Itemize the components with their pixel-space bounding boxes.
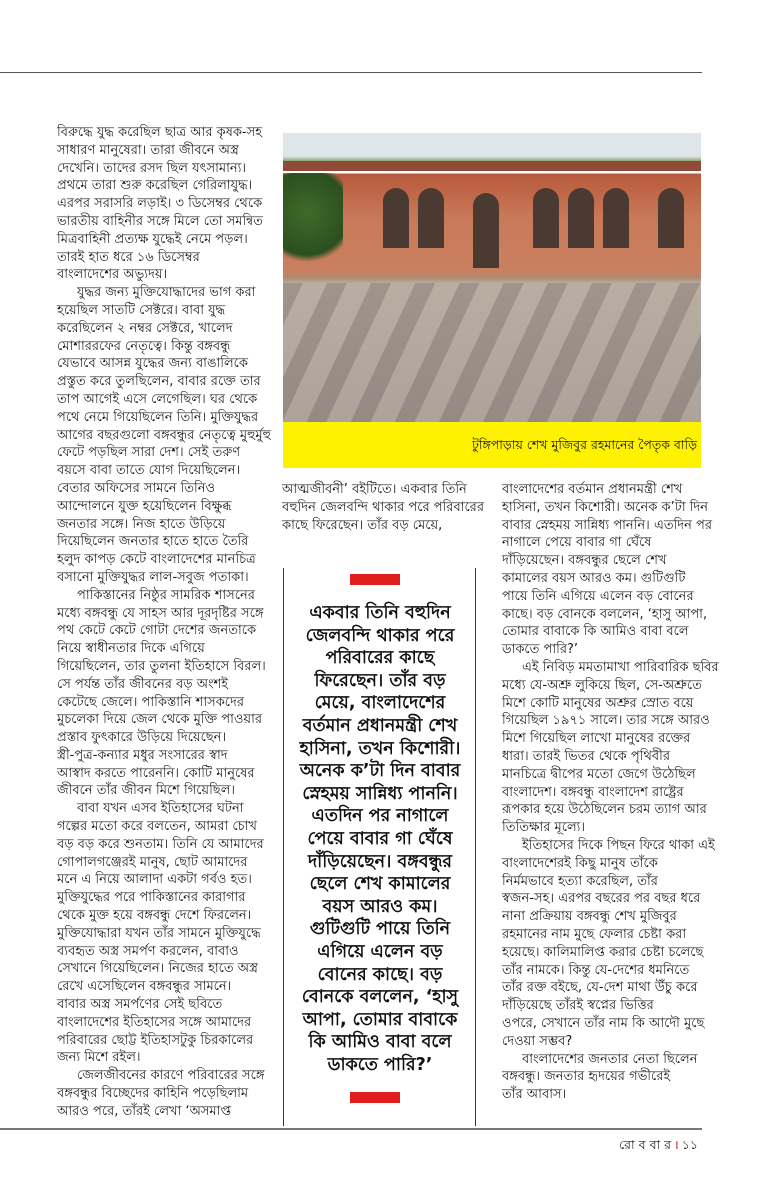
ancestral-house-photo [283, 133, 701, 422]
text-line: সেখানে গিয়েছিলেন। নিজের হাতে অস্ত্র [57, 961, 258, 977]
text-line: বাবার স্নেহময় সান্নিধ্য পাননি। এতদিন পর [502, 517, 712, 533]
pull-quote-line: জেলবন্দি থাকার পরে [305, 625, 455, 646]
text-line: বাংলাদেশের ইতিহাসের সঙ্গে আমাদের [57, 1014, 252, 1030]
text-line: নির্মমভাবে হত্যা করেছিল, তাঁর [502, 873, 658, 889]
pull-quote-line: বোনের কাছে। বড় [317, 964, 443, 985]
text-line: পাকিস্তানের নিষ্ঠুর সামরিক শাসনের [77, 587, 255, 603]
pull-quote [288, 602, 472, 1076]
pull-quote-line: বর্তমান প্রধানমন্ত্রী শেখ [302, 715, 458, 736]
text-line: হয়েছিল সাতটি সেক্টরে। বাবা যুদ্ধ [57, 302, 226, 318]
text-line: তাঁর রক্ত বইছে, যে-দেশ মাথা উঁচু করে [502, 980, 698, 996]
text-line: মানচিত্রে দ্বীপের মতো জেগে উঠেছিল [502, 766, 696, 782]
text-line: ওপরে, সেখানে তাঁর নাম কি আদৌ মুছে [502, 1015, 705, 1031]
text-line: বাংলাদেশ। বঙ্গবন্ধু বাংলাদেশ রাষ্ট্রের [502, 784, 684, 800]
text-line: জেলজীবনের কারণে পরিবারের সঙ্গে [77, 1068, 265, 1084]
text-line: কাছে। বড় বোনকে বললেন, ‘হাসু আপা, [502, 606, 708, 622]
footer-separator: । [674, 1137, 679, 1152]
article-column-3 [502, 481, 719, 1104]
text-line: জনতার সঙ্গে। নিজ হাতে উড়িয়ে [57, 516, 226, 532]
text-line: এরপর সরাসরি লড়াই। ৩ ডিসেম্বর থেকে [57, 196, 263, 212]
pull-quote-line: গুটিগুটি পায়ে তিনি [309, 919, 451, 940]
text-line: গোপালগঞ্জেরই মানুষ, ছোট আমাদের [57, 854, 248, 870]
text-line: তোমার বাবাকে কি আমিও বাবা বলে [502, 624, 689, 640]
pull-quote-line: এগিয়ে এলেন বড় [317, 941, 443, 962]
text-line: মিত্রবাহিনী প্রত্যক্ষ যুদ্ধেই নেমে পড়ল। [57, 231, 248, 247]
pull-quote-line: স্নেহময় সান্নিধ্য পাননি। [302, 783, 458, 804]
text-line: কামালের বয়স আরও কম। গুটিগুটি [502, 570, 686, 586]
text-line: কেটেছে জেলে। পাকিস্তানি শাসকদের [57, 694, 244, 710]
text-line: ইতিহাসের দিকে পিছন ফিরে থাকা এই [522, 837, 715, 853]
photo-arch [568, 188, 594, 248]
text-line: যুদ্ধর জন্য মুক্তিযোদ্ধাদের ভাগ করা [77, 285, 256, 301]
pull-quote-line: বয়স আরও কম। [322, 896, 438, 917]
photo-courtyard [283, 283, 701, 422]
text-line: মধ্যে যে-অশ্রু লুকিয়ে ছিল, সে-অশ্রুতে [502, 677, 702, 693]
text-line: বাবার অস্ত্র সমর্পণের সেই ছবিতে [57, 997, 223, 1013]
pull-quote-line: ছেলে শেখ কামালের [309, 874, 451, 895]
photo-arch [533, 188, 559, 248]
pull-quote-line: একবার তিনি বহুদিন [309, 603, 451, 623]
text-line: বঙ্গবন্ধুর বিচ্ছেদের কাহিনি পড়েছিলাম [57, 1086, 249, 1102]
text-line: ডাকতে পারি?’ [502, 642, 579, 658]
text-line: জীবনে তাঁর জীবন মিশে গিয়েছিল। [57, 783, 236, 799]
text-line: থেকে মুক্ত হয়ে বঙ্গবন্ধু দেশে ফিরলেন। [57, 908, 252, 924]
text-line: সাধারণ মানুষেরা। তারা জীবনে অস্ত্র [57, 142, 239, 158]
text-line: গিয়েছিল ১৯৭১ সালে। তার সঙ্গে আরও [502, 713, 710, 729]
text-line: পরিবারের ছোট্ট ইতিহাসটুকু চিরকালের [57, 1032, 254, 1048]
text-line: তাপ আগেই এসে লেগেছিল। ঘর থেকে [57, 391, 258, 407]
text-line: হাসিনা, তখন কিশোরী। অনেক ক’টা দিন [502, 499, 709, 515]
text-line: জন্য মিশে রইল। [57, 1050, 141, 1066]
pull-quote-line: কি আমিও বাবা বলে [308, 1032, 452, 1053]
text-line: আরও পরে, তাঁরই লেখা ‘অসমাপ্ত [57, 1103, 232, 1119]
pull-quote-left-rule [283, 568, 284, 1126]
text-line: প্রস্তাব ফুৎকারে উড়িয়ে দিয়েছেন। [57, 730, 227, 746]
text-line: পথে নেমে গিয়েছিলেন তিনি। মুক্তিযুদ্ধর [57, 409, 259, 425]
pull-quote-bottom-marker [350, 1092, 400, 1103]
pull-quote-line: পেয়ে বাবার গা ঘেঁষে [307, 828, 453, 849]
pull-quote-line: ডাকতে পারি?’ [327, 1054, 433, 1075]
text-line: পথ কেটে কেটে গোটা দেশের জনতাকে [57, 623, 257, 639]
text-line: দাঁড়িয়েছেন। বঙ্গবন্ধুর ছেলে শেখ [502, 553, 667, 569]
photo-arch [418, 188, 444, 248]
pull-quote-line: আপা, তোমার বাবাকে [302, 1009, 458, 1030]
text-line: ব্যবহৃত অস্ত্র সমর্পণ করলেন, বাবাও [57, 943, 239, 959]
top-rule [0, 72, 702, 73]
text-line: দিয়েছিলেন জনতার হাতে হাতে তৈরি [57, 534, 249, 550]
pull-quote-line: মেয়ে, বাংলাদেশের [314, 693, 446, 714]
text-line: প্রথমে তারা শুরু করেছিল গেরিলাযুদ্ধ। [57, 178, 253, 194]
page-number: ১১ [681, 1137, 698, 1152]
pull-quote-line: ফিরেছেন। তাঁর বড় [314, 670, 446, 691]
text-line: বয়সে বাবা তাতে যোগ দিয়েছিলেন। [57, 463, 241, 479]
photo-caption: টুঙ্গিপাড়ায় শেখ মুজিবুর রহমানের পৈতৃক বাড়ি [472, 437, 697, 452]
text-line: ফেটে পড়ছিল সারা দেশ। সেই তরুণ [57, 445, 241, 461]
text-line: মনে এ নিয়ে আলাদা একটা গর্বও হত। [57, 872, 252, 888]
text-line: দেখেনি। তাদের রসদ ছিল যৎসামান্য। [57, 160, 247, 176]
text-line: মিশে গিয়েছিল লাখো মানুষের রক্তের [502, 731, 691, 747]
pull-quote-right-rule [475, 568, 476, 1126]
text-line: বিরুদ্ধে যুদ্ধ করেছিল ছাত্র আর কৃষক-সহ [57, 125, 263, 140]
text-line: বাংলাদেশের অভ্যুদয়। [57, 267, 168, 283]
article-column-1 [57, 124, 279, 1121]
text-line: আন্দোলনে যুক্ত হয়েছিলেন বিক্ষুব্ধ [57, 498, 232, 514]
text-line: তিতিক্ষার মূল্যে। [502, 820, 586, 836]
text-line: হয়েছে। কালিমালিপ্ত করার চেষ্টা চলেছে [502, 944, 704, 960]
text-line: রূপকার হয়ে উঠেছিলেন চরম ত্যাগ আর [502, 802, 707, 818]
text-line: মুক্তিযুদ্ধের পরে পাকিস্তানের কারাগার [57, 890, 246, 906]
text-line: বসানো মুক্তিযুদ্ধর লাল-সবুজ পতাকা। [57, 569, 249, 585]
text-line: বাংলাদেশের জনতার নেতা ছিলেন [522, 1051, 698, 1067]
text-line: বেতার অফিসের সামনে তিনিও [57, 480, 216, 496]
photo-arch [658, 188, 684, 248]
text-line: রহমানের নাম মুছে ফেলার চেষ্টা করা [502, 926, 687, 942]
text-line: সে পর্যন্ত তাঁর জীবনের বড় অংশই [57, 676, 229, 692]
text-line: বাবা যখন এসব ইতিহাসের ঘটনা [77, 801, 244, 817]
text-line: আগের বছরগুলো বঙ্গবন্ধুর নেতৃত্বে মুহুর্মুহু [57, 427, 271, 443]
text-line: তাঁর আবাস। [502, 1087, 567, 1103]
pull-quote-line: পরিবারের কাছে [325, 648, 435, 669]
photo-arch [383, 188, 409, 248]
text-line: মুচলেকা দিয়ে জেল থেকে মুক্তি পাওয়ার [57, 712, 263, 728]
text-line: তারই হাত ধরে ১৬ ডিসেম্বর [57, 249, 200, 265]
photo-doorway [473, 193, 499, 268]
text-line: প্রস্তুত করে তুলছিলেন, বাবার রক্তে তার [57, 374, 261, 390]
text-line: নানা প্রক্রিয়ায় বঙ্গবন্ধু শেখ মুজিবুর [502, 909, 677, 925]
text-line: মধ্যে বঙ্গবন্ধু যে সাহস আর দূরদৃষ্টির সঙ্গে [57, 605, 264, 621]
text-line: নিয়ে স্বাধীনতার দিকে এগিয়ে [57, 641, 205, 657]
text-line: রেখে এসেছিলেন বঙ্গবন্ধুর সামনে। [57, 979, 232, 995]
text-line: দেওয়া সম্ভব? [502, 1033, 573, 1049]
pull-quote-line: বোনকে বললেন, ‘হাসু [301, 987, 459, 1008]
text-line: ভারতীয় বাহিনীর সঙ্গে মিলে তো সমন্বিত [57, 213, 263, 229]
text-line: কাছে ফিরেছেন। তাঁর বড় মেয়ে, [282, 517, 443, 533]
text-line: বহুদিন জেলবন্দি থাকার পরে পরিবারের [282, 499, 484, 515]
photo-arch [603, 188, 629, 248]
text-line: বড় বড় করে শুনতাম। তিনি যে আমাদের [57, 836, 264, 852]
text-line: আত্মজীবনী’ বইটিতে। একবার তিনি [282, 482, 467, 497]
text-line: স্ত্রী-পুত্র-কন্যার মধুর সংসারের স্বাদ [57, 747, 228, 763]
bottom-rule [0, 1128, 702, 1130]
text-line: মিশে কোটি মানুষের অশ্রুর স্রোত বয়ে [502, 695, 694, 711]
magazine-name: রো ব বা র [619, 1137, 672, 1152]
pull-quote-line: হাসিনা, তখন কিশোরী। [299, 738, 461, 759]
photo-tree [283, 173, 343, 273]
text-line: যেভাবে আসন্ন যুদ্ধের জন্য বাঙালিকে [57, 356, 248, 372]
text-line: আস্বাদ করতে পারেননি। কোটি মানুষের [57, 765, 255, 781]
text-line: করেছিলেন ২ নম্বর সেক্টরে, খালেদ [57, 320, 233, 336]
text-line: এই নিবিড় মমতামাখা পারিবারিক ছবির [522, 659, 719, 675]
text-line: বাংলাদেশেরই কিছু মানুষ তাঁকে [502, 855, 658, 871]
text-line: স্বজন-সহ। এরপর বছরের পর বছর ধরে [502, 891, 701, 907]
photo-caption-box [283, 422, 701, 468]
text-line: পায়ে তিনি এগিয়ে এলেন বড় বোনের [502, 588, 694, 604]
text-line: দাঁড়িয়েছে তাঁরই স্বপ্নের ভিত্তির [502, 998, 654, 1014]
pull-quote-line: এতদিন পর নাগালে [311, 806, 449, 827]
pull-quote-line: দাঁড়িয়েছেন। বঙ্গবন্ধুর [307, 851, 453, 872]
page-footer [619, 1136, 698, 1157]
text-line: ধারা। তারই ভিতর থেকে পৃথিবীর [502, 748, 670, 764]
text-line: বাংলাদেশের বর্তমান প্রধানমন্ত্রী শেখ [502, 482, 683, 497]
photo-roof [283, 161, 701, 171]
article-column-2 [282, 481, 484, 534]
text-line: মোশাররফের নেতৃত্বে। কিন্তু বঙ্গবন্ধু [57, 338, 231, 354]
text-line: গিয়েছিলেন, তার তুলনা ইতিহাসে বিরল। [57, 658, 266, 674]
pull-quote-top-marker [350, 574, 400, 585]
text-line: গল্পের মতো করে বলতেন, আমরা চোখ [57, 819, 257, 835]
text-line: হলুদ কাপড় কেটে বাংলাদেশের মানচিত্র [57, 552, 256, 568]
text-line: মুক্তিযোদ্ধারা যখন তাঁর সামনে মুক্তিযুদ্ধে [57, 925, 261, 941]
text-line: নাগালে পেয়ে বাবার গা ঘেঁষে [502, 535, 652, 551]
pull-quote-line: অনেক ক’টা দিন বাবার [299, 761, 461, 782]
text-line: বঙ্গবন্ধু। জনতার হৃদয়ের গভীরেই [502, 1069, 671, 1085]
text-line: তাঁর নামকে। কিন্তু যে-দেশের ধমনিতে [502, 962, 690, 978]
